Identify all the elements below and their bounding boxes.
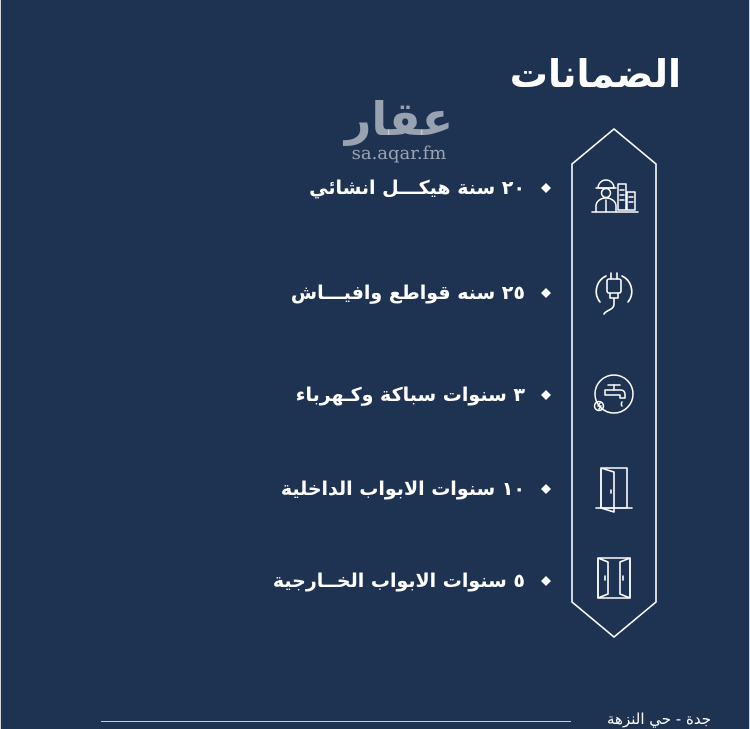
guarantee-label: ١٠ سنوات الابواب الداخلية [280, 478, 525, 500]
guarantee-label: ٣ سنوات سباكة وكـهرباء [295, 384, 525, 406]
list-item [151, 570, 551, 592]
guarantee-label: ٢٠ سنة هيكـــل انشائي [309, 177, 525, 199]
footer-divider [101, 721, 571, 722]
list-item [151, 478, 551, 500]
footer-location: جدة - حي النزهة [607, 710, 711, 728]
double-door-icon [584, 548, 644, 608]
diamond-bullet-icon [541, 576, 551, 586]
guarantee-label: ٥ سنوات الابواب الخــارجية [272, 570, 525, 592]
list-item [151, 177, 551, 199]
open-door-icon [584, 458, 644, 518]
watermark-logo: عقار [344, 92, 454, 146]
page-title: الضمانات [509, 52, 681, 96]
construction-worker-icon [584, 162, 644, 222]
diamond-bullet-icon [541, 183, 551, 193]
watermark-url: sa.aqar.fm [351, 143, 447, 164]
diamond-bullet-icon [541, 390, 551, 400]
list-item [151, 384, 551, 406]
diamond-bullet-icon [541, 484, 551, 494]
faucet-electric-icon [584, 364, 644, 424]
list-item [151, 282, 551, 304]
guarantee-label: ٢٥ سنه قواطع وافيـــاش [290, 282, 525, 304]
watermark [339, 92, 459, 164]
diamond-bullet-icon [541, 288, 551, 298]
plug-icon [584, 262, 644, 322]
